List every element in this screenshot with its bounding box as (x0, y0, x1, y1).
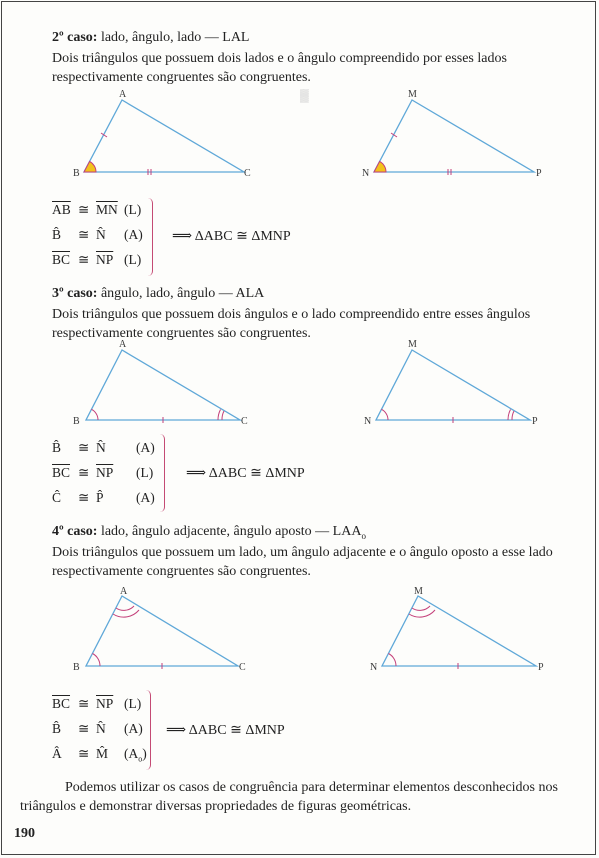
case3-text: Dois triângulos que possuem dois ângulos e o lado compreendido entre esses ângulos respectivamente congruentes são congruentes. (52, 307, 531, 341)
angle-b-mark (93, 654, 101, 667)
cond-rhs: $\overline{MN}$ (96, 202, 118, 217)
case3-conclusion: ⟹ ΔABC ≅ ΔMNP (186, 466, 305, 481)
cond-rhs: N̂ (96, 721, 106, 736)
cond-tag: (L) (124, 252, 142, 267)
angle-c-mark-2 (218, 410, 221, 421)
cond-tag: (A) (136, 440, 155, 455)
angle-p-mark-2 (508, 410, 511, 421)
case2-title (52, 30, 249, 46)
angle-n-mark (382, 409, 389, 420)
case2-title-rest: lado, ângulo, lado — LAL (97, 30, 250, 45)
cond-op: ≅ (78, 252, 90, 267)
vertex-m-label: M (414, 586, 423, 597)
cond-op: ≅ (78, 440, 90, 455)
vertex-b-label: B (73, 662, 80, 673)
case3-title-bold: 3º caso: (52, 286, 98, 301)
case3-brace (160, 434, 165, 512)
cond-op: ≅ (78, 202, 90, 217)
vertex-a-label: A (119, 339, 127, 350)
cond-tag: (L) (136, 465, 154, 480)
vertex-a-label: A (119, 89, 127, 100)
cond-lhs: $\overline{BC}$ (52, 696, 71, 711)
vertex-p-label: P (536, 168, 542, 179)
case2-text: Dois triângulos que possuem dois lados e o ângulo compreendido por esses lados respectivamente congruentes são congruentes. (52, 51, 507, 85)
angle-a-mark-1 (116, 606, 134, 610)
cond-lhs: $\overline{BC}$ (52, 252, 71, 267)
triangle-abc (86, 596, 238, 666)
angle-b-mark (84, 161, 96, 172)
case4-title-rest: lado, ângulo adjacente, ângulo aposto — LAA (97, 524, 362, 539)
case3-conditions (52, 440, 162, 515)
cond-tag: (A) (136, 490, 155, 505)
cond-rhs: $\overline{NP}$ (96, 252, 114, 267)
angle-m-mark-1 (412, 606, 430, 610)
cond-rhs: $\overline{NP}$ (96, 696, 114, 711)
angle-b-mark (92, 409, 99, 420)
angle-n-mark (389, 654, 397, 667)
cond-tag: (L) (124, 696, 142, 711)
cond-lhs: $\overline{AB}$ (52, 202, 71, 217)
vertex-c-label: C (239, 662, 246, 673)
cond-rhs: M̂ (96, 746, 109, 761)
page-number: 190 (14, 826, 35, 841)
case2-brace (148, 198, 153, 276)
case4-brace (146, 690, 151, 770)
case3-title-rest: ângulo, lado, ângulo — ALA (97, 286, 265, 301)
angle-m-mark-2 (409, 610, 435, 617)
closing-paragraph: Podemos utilizar os casos de congruência para determinar elementos desconhecidos nos triângulos e demonstrar diversas propriedades de figuras geométricas. (20, 780, 558, 814)
bleed-through-text: ▓ (300, 88, 309, 102)
vertex-m-label: M (408, 89, 417, 100)
case3-figure (70, 340, 599, 435)
cond-tag-open: (A (124, 746, 139, 761)
case4-conclusion: ⟹ ΔABC ≅ ΔMNP (166, 723, 285, 738)
cond-op: ≅ (78, 490, 90, 505)
triangle-mnp (374, 100, 534, 172)
cond-tag-close: ) (142, 746, 147, 761)
case4-figure (70, 588, 599, 678)
cond-tag: (A) (124, 227, 143, 242)
case4-triangles (70, 588, 599, 678)
cond-op: ≅ (78, 227, 90, 242)
cond-op: ≅ (78, 465, 90, 480)
cond-rhs: N̂ (96, 440, 106, 455)
vertex-n-label: N (364, 416, 372, 427)
cond-op: ≅ (78, 721, 90, 736)
cond-lhs: $\overline{BC}$ (52, 465, 71, 480)
cond-lhs: Ĉ (52, 490, 62, 505)
cond-lhs: B̂ (52, 440, 62, 455)
case4-text: Dois triângulos que possuem um lado, um ângulo adjacente e o ângulo oposto a esse lado respectivamente congruentes são congruentes. (52, 545, 553, 579)
case2-conclusion: ⟹ ΔABC ≅ ΔMNP (172, 229, 291, 244)
cond-tag-sub: o (138, 754, 143, 764)
cond-lhs: B̂ (52, 721, 62, 736)
cond-tag (124, 746, 147, 764)
vertex-b-label: B (73, 168, 80, 179)
cond-op: ≅ (78, 696, 90, 711)
case2-triangles (70, 88, 599, 188)
cond-op: ≅ (78, 746, 90, 761)
vertex-a-label: A (120, 586, 128, 597)
case2-title-bold: 2º caso: (52, 30, 98, 45)
cond-tag: (A) (124, 721, 143, 736)
vertex-c-label: C (241, 416, 248, 427)
case2-figure (70, 88, 599, 188)
angle-p-mark-1 (512, 411, 514, 420)
case3-triangles (70, 340, 599, 435)
triangle-abc (86, 350, 240, 420)
cond-rhs: $\overline{NP}$ (96, 465, 114, 480)
angle-c-mark-1 (222, 411, 224, 420)
case4-title-sub: o (361, 530, 366, 541)
angle-a-mark-2 (113, 610, 139, 617)
cond-lhs: Â (52, 746, 62, 761)
vertex-n-label: N (370, 662, 378, 673)
triangle-mnp (382, 596, 536, 666)
vertex-c-label: C (244, 168, 251, 179)
vertex-p-label: P (532, 416, 538, 427)
triangle-mnp (376, 350, 530, 420)
vertex-n-label: N (362, 168, 370, 179)
cond-rhs: N̂ (96, 227, 106, 242)
angle-n-mark (374, 161, 386, 172)
cond-rhs: P̂ (96, 490, 104, 505)
case4-title (52, 524, 366, 541)
cond-tag: (L) (124, 202, 142, 217)
case2-conditions (52, 202, 162, 277)
case3-title (52, 286, 264, 302)
triangle-abc (84, 100, 244, 172)
cond-lhs: B̂ (52, 227, 62, 242)
vertex-m-label: M (408, 339, 417, 350)
vertex-p-label: P (538, 662, 544, 673)
vertex-b-label: B (73, 416, 80, 427)
case4-title-bold: 4º caso: (52, 524, 98, 539)
